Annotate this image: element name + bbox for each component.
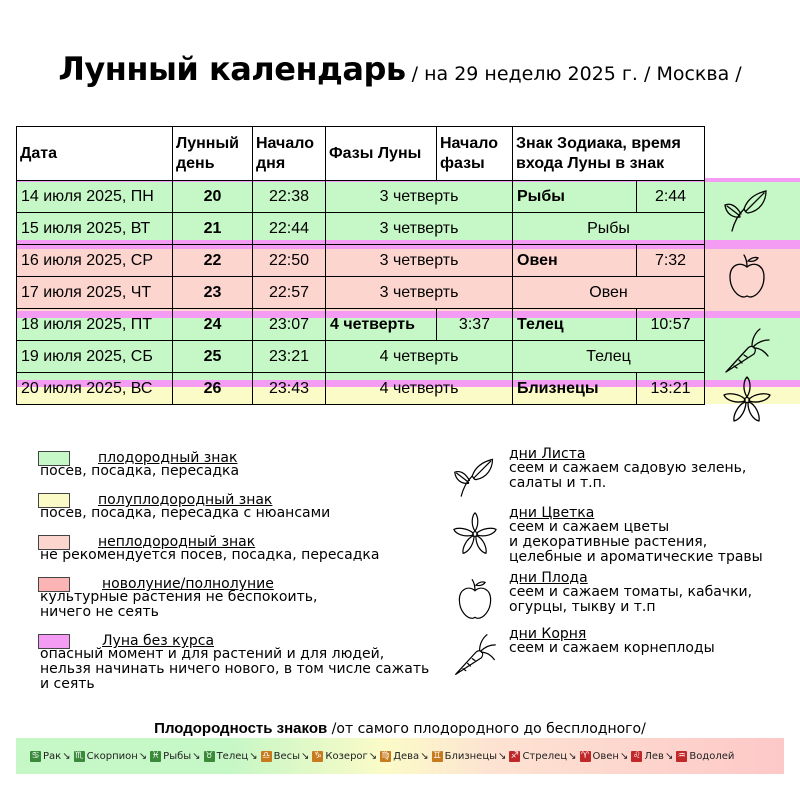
zodiac-sign: [509, 751, 579, 762]
arrow-icon: ↘: [62, 750, 71, 762]
cell-lunar-day: 20: [173, 181, 253, 213]
flower-icon: [722, 375, 772, 425]
zodiac-name: Рыбы: [163, 750, 192, 762]
fertility-title-rest: /от самого плодородного до бесплодного/: [327, 721, 646, 737]
zodiac-glyph-icon: ♍: [381, 750, 390, 761]
cell-day-start: 23:43: [253, 373, 326, 405]
legend-desc: посев, посадка, пересадка: [40, 463, 240, 479]
cell-phase: 3 четверть: [326, 277, 513, 309]
flower-icon: [452, 511, 498, 557]
table-row: [17, 213, 705, 245]
day-desc: сеем и сажаем томаты, кабачки, огурцы, тыкву и т.п: [509, 584, 753, 615]
arrow-icon: ↘: [249, 750, 258, 762]
day-desc: сеем и сажаем корнеплоды: [509, 640, 715, 656]
cell-lunar-day: 26: [173, 373, 253, 405]
zodiac-sign: [74, 751, 151, 762]
zodiac-sign: [631, 751, 676, 762]
zodiac-sign: [380, 751, 431, 762]
zodiac-glyph-icon: ♊: [433, 750, 442, 761]
zodiac-glyph-icon: ♑: [313, 750, 322, 761]
cell-date: 14 июля 2025, ПН: [17, 181, 173, 213]
zodiac-name: Дева: [393, 750, 420, 762]
cell-date: 20 июля 2025, ВС: [17, 373, 173, 405]
legend-title: новолуние/полнолуние: [102, 576, 274, 592]
apple-icon: [722, 251, 772, 301]
arrow-icon: ↘: [368, 750, 378, 762]
zodiac-name: Весы: [273, 750, 300, 762]
legend-desc: не рекомендуется посев, посадка, пересадка: [40, 547, 380, 563]
zodiac-sign: [150, 751, 203, 762]
zodiac-name: Рак: [43, 750, 62, 762]
cell-date: 15 июля 2025, ВТ: [17, 213, 173, 245]
cell-day-start: 22:50: [253, 245, 326, 277]
title-subtitle: / на 29 неделю 2025 г. / Москва /: [405, 63, 742, 85]
table-header-row: [17, 127, 705, 181]
arrow-icon: ↘: [498, 750, 507, 762]
cell-day-start: 22:38: [253, 181, 326, 213]
day-title: дни Корня: [509, 626, 587, 642]
table-row: [17, 373, 705, 405]
title-main: Лунный календарь: [58, 50, 406, 88]
fertility-scale: [16, 738, 784, 774]
cell-zodiac-time: 13:21: [637, 373, 705, 405]
cell-zodiac: Близнецы: [513, 373, 637, 405]
zodiac-glyph-icon: ♎: [262, 750, 271, 761]
zodiac-name: Овен: [592, 750, 619, 762]
header-phase-start: Начало фазы: [437, 127, 513, 181]
cell-phase: 3 четверть: [326, 245, 513, 277]
cell-date: 17 июля 2025, ЧТ: [17, 277, 173, 309]
cell-zodiac-time: 2:44: [637, 181, 705, 213]
zodiac-sign: [312, 751, 380, 762]
zodiac-name: Скорпион: [86, 750, 138, 762]
legend-title: неплодородный знак: [98, 534, 256, 550]
header-date: Дата: [17, 127, 173, 181]
calendar-table: [16, 126, 705, 405]
zodiac-sign: [432, 751, 510, 762]
zodiac-glyph-icon: ♋: [31, 750, 40, 761]
header-day-start: Начало дня: [253, 127, 326, 181]
arrow-icon: ↘: [420, 750, 429, 762]
day-desc: сеем и сажаем цветы и декоративные растения, целебные и ароматические травы: [509, 519, 763, 565]
header-moon-phases: Фазы Луны: [326, 127, 437, 181]
arrow-icon: ↘: [568, 750, 577, 762]
cell-zodiac: Рыбы: [513, 213, 705, 245]
zodiac-glyph-icon: ♐: [510, 750, 519, 761]
arrow-icon: ↘: [192, 750, 201, 762]
cell-zodiac: Телец: [513, 309, 637, 341]
cell-phase: 3 четверть: [326, 213, 513, 245]
cell-day-start: 22:44: [253, 213, 326, 245]
cell-zodiac-time: 7:32: [637, 245, 705, 277]
cell-phase: 3 четверть: [326, 181, 513, 213]
page-title: [0, 50, 800, 88]
zodiac-sign: [261, 751, 313, 762]
header-zodiac: Знак Зодиака, время входа Луны в знак: [513, 127, 705, 181]
cell-zodiac: Овен: [513, 277, 705, 309]
apple-icon: [452, 576, 498, 622]
cell-day-start: 23:07: [253, 309, 326, 341]
cell-day-start: 22:57: [253, 277, 326, 309]
leaf-icon: [722, 183, 772, 233]
arrow-icon: ↘: [619, 750, 629, 762]
zodiac-glyph-icon: ♒: [677, 750, 686, 761]
arrow-icon: ↘: [664, 750, 674, 762]
fertility-title: [0, 720, 800, 737]
zodiac-name: Стрелец: [522, 750, 568, 762]
zodiac-name: Водолей: [689, 750, 735, 762]
cell-zodiac: Рыбы: [513, 181, 637, 213]
zodiac-glyph-icon: ♉: [205, 750, 214, 761]
table-row: [17, 245, 705, 277]
zodiac-glyph-icon: ♏: [75, 750, 84, 761]
zodiac-glyph-icon: ♓: [151, 750, 160, 761]
header-lunar-day: Лунный день: [173, 127, 253, 181]
arrow-icon: ↘: [300, 750, 310, 762]
zodiac-name: Телец: [216, 750, 249, 762]
cell-lunar-day: 23: [173, 277, 253, 309]
legend-desc: посев, посадка, пересадка с нюансами: [40, 505, 331, 521]
zodiac-glyph-icon: ♈: [580, 750, 590, 761]
cell-date: 18 июля 2025, ПТ: [17, 309, 173, 341]
fertility-title-bold: Плодородность знаков: [154, 720, 328, 737]
table-row: [17, 277, 705, 309]
zodiac-sign: [676, 751, 734, 762]
day-title: дни Плода: [509, 570, 588, 586]
zodiac-sign: [580, 751, 632, 762]
cell-date: 19 июля 2025, СБ: [17, 341, 173, 373]
day-title: дни Листа: [509, 446, 586, 462]
cell-lunar-day: 21: [173, 213, 253, 245]
table-row: [17, 309, 705, 341]
lunar-calendar: [16, 126, 704, 404]
zodiac-glyph-icon: ♌: [632, 750, 641, 761]
cell-phase: 4 четверть: [326, 309, 437, 341]
table-row: [17, 181, 705, 213]
day-desc: сеем и сажаем садовую зелень, салаты и т.п.: [509, 460, 747, 491]
arrow-icon: ↘: [138, 750, 148, 762]
carrot-icon: [722, 326, 772, 376]
legend-title: плодородный знак: [98, 450, 238, 466]
day-title: дни Цветка: [509, 505, 595, 521]
cell-zodiac: Телец: [513, 341, 705, 373]
cell-lunar-day: 22: [173, 245, 253, 277]
cell-lunar-day: 24: [173, 309, 253, 341]
cell-date: 16 июля 2025, СР: [17, 245, 173, 277]
zodiac-sign: [30, 751, 74, 762]
cell-zodiac-time: 10:57: [637, 309, 705, 341]
legend-desc: опасный момент и для растений и для людей, нельзя начинать ничего нового, в том числе сажать и сеять: [40, 646, 430, 692]
cell-phase: 4 четверть: [326, 373, 513, 405]
cell-phase: 4 четверть: [326, 341, 513, 373]
cell-zodiac: Овен: [513, 245, 637, 277]
carrot-icon: [452, 632, 498, 678]
cell-lunar-day: 25: [173, 341, 253, 373]
zodiac-name: Близнецы: [444, 750, 498, 762]
legend-title: Луна без курса: [102, 633, 215, 649]
cell-day-start: 23:21: [253, 341, 326, 373]
table-row: [17, 341, 705, 373]
legend-desc: культурные растения не беспокоить, ничего не сеять: [40, 589, 318, 620]
zodiac-sign: [204, 751, 261, 762]
zodiac-name: Лев: [644, 750, 664, 762]
cell-phase-time: 3:37: [437, 309, 513, 341]
legend-title: полуплодородный знак: [98, 492, 273, 508]
leaf-icon: [452, 452, 498, 498]
zodiac-name: Козерог: [325, 750, 368, 762]
